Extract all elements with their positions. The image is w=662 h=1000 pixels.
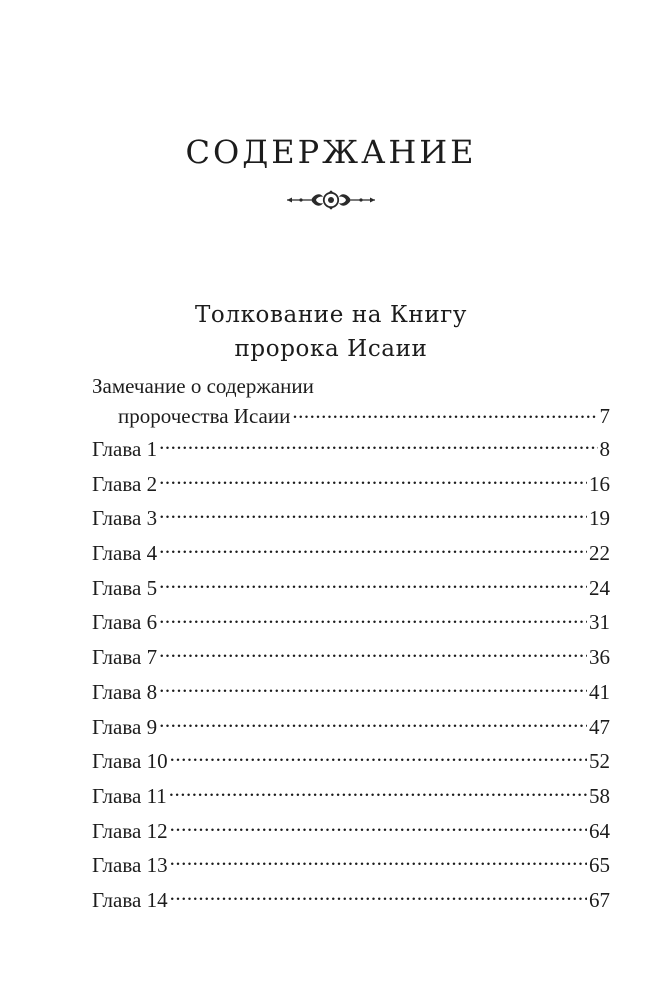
toc-entry[interactable] bbox=[92, 501, 610, 536]
dot-leader bbox=[159, 470, 587, 491]
toc-entry-label: Глава 7 bbox=[92, 645, 158, 670]
toc-entry-intro-line-1: Замечание о содержании bbox=[92, 374, 314, 398]
toc-entry-label: Глава 10 bbox=[92, 749, 168, 774]
toc-entry-label: Глава 13 bbox=[92, 853, 168, 878]
toc-entry-page: 64 bbox=[589, 818, 610, 843]
toc-entry-page: 31 bbox=[589, 610, 610, 635]
ornament-divider bbox=[0, 188, 662, 214]
toc-entry[interactable] bbox=[92, 536, 610, 571]
toc-entry-page: 16 bbox=[589, 471, 610, 496]
toc-entry-page: 36 bbox=[589, 645, 610, 670]
dot-leader bbox=[170, 747, 587, 768]
toc-entry[interactable] bbox=[92, 432, 610, 467]
dot-leader bbox=[159, 608, 587, 629]
toc-entry-page: 58 bbox=[589, 783, 610, 808]
dot-leader bbox=[169, 782, 587, 803]
section-title bbox=[0, 298, 662, 366]
toc-entry-label: пророчества Исаии bbox=[118, 404, 291, 428]
toc-entry-label: Глава 9 bbox=[92, 714, 158, 739]
toc-entry-label: Глава 14 bbox=[92, 887, 168, 912]
dot-leader bbox=[159, 539, 587, 560]
toc-entry-page: 67 bbox=[589, 887, 610, 912]
toc-entry-label: Глава 11 bbox=[92, 783, 167, 808]
toc-entry[interactable] bbox=[92, 744, 610, 779]
toc-entry-page: 47 bbox=[589, 714, 610, 739]
toc-entry-label: Глава 4 bbox=[92, 541, 158, 566]
toc-entry-page: 7 bbox=[599, 404, 610, 428]
dot-leader bbox=[159, 643, 587, 664]
toc-entry[interactable] bbox=[92, 571, 610, 606]
toc-entry-label: Глава 6 bbox=[92, 610, 158, 635]
toc-entry-label: Глава 5 bbox=[92, 575, 158, 600]
dot-leader bbox=[159, 574, 587, 595]
toc-entry[interactable] bbox=[92, 675, 610, 710]
section-title-line-1: Толкование на Книгу bbox=[194, 302, 468, 328]
dot-leader bbox=[170, 886, 587, 907]
toc-entry-label: Глава 1 bbox=[92, 437, 158, 461]
toc-entry-page: 24 bbox=[589, 575, 610, 600]
toc-entry-page: 22 bbox=[589, 541, 610, 566]
table-of-contents bbox=[92, 372, 610, 918]
toc-entry[interactable] bbox=[92, 467, 610, 502]
dot-leader bbox=[159, 713, 587, 734]
toc-entry-page: 41 bbox=[589, 679, 610, 704]
page-title: СОДЕРЖАНИЕ bbox=[185, 133, 477, 172]
toc-entry-page: 8 bbox=[599, 437, 610, 461]
dot-leader bbox=[170, 851, 587, 872]
toc-entry-label: Глава 2 bbox=[92, 471, 158, 496]
toc-entry-page: 65 bbox=[589, 853, 610, 878]
toc-entry-page: 19 bbox=[589, 506, 610, 531]
toc-entry-label: Глава 8 bbox=[92, 679, 158, 704]
toc-entry-label: Глава 3 bbox=[92, 506, 158, 531]
toc-entry[interactable] bbox=[92, 814, 610, 849]
toc-entry[interactable] bbox=[92, 779, 610, 814]
dot-leader bbox=[170, 817, 587, 838]
toc-entry[interactable] bbox=[92, 710, 610, 745]
toc-entry[interactable] bbox=[92, 605, 610, 640]
toc-entry[interactable] bbox=[92, 640, 610, 675]
toc-entry-page: 52 bbox=[589, 749, 610, 774]
toc-entry-label: Глава 12 bbox=[92, 818, 168, 843]
dot-leader bbox=[292, 402, 597, 423]
toc-entry[interactable] bbox=[92, 883, 610, 918]
dot-leader bbox=[159, 435, 597, 456]
toc-entry-intro[interactable] bbox=[92, 400, 610, 432]
ornament-divider-icon bbox=[285, 188, 377, 212]
dot-leader bbox=[159, 678, 587, 699]
section-title-line-2: пророка Исаии bbox=[234, 336, 428, 362]
dot-leader bbox=[159, 504, 587, 525]
toc-entry[interactable] bbox=[92, 848, 610, 883]
